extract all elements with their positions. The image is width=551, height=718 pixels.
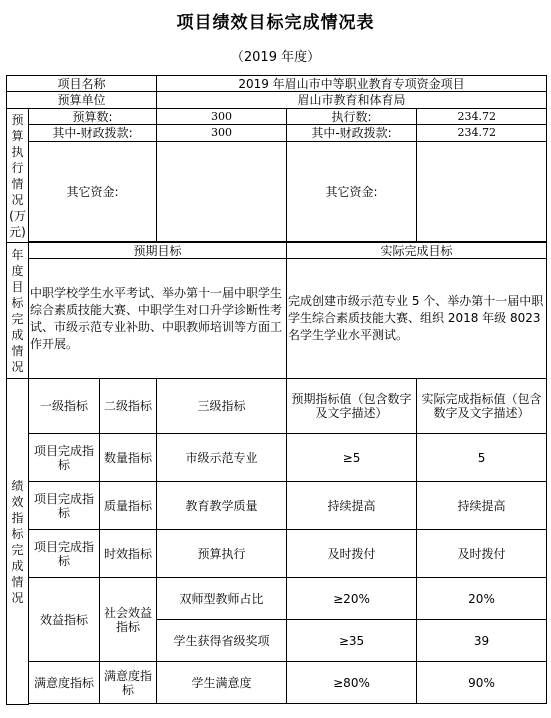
row-level3: 学生获得省级奖项	[157, 620, 287, 662]
row-level3: 教育教学质量	[157, 482, 287, 530]
header-level3: 三级指标	[157, 379, 287, 434]
row-actual: 5	[417, 434, 547, 482]
other-exec-value	[417, 142, 547, 242]
row-level3: 预算执行	[157, 530, 287, 578]
budget-section-label: 预算执行情况(万元)	[7, 109, 29, 243]
report-year: （2019 年度）	[230, 50, 321, 65]
exec-amount-value: 234.72	[417, 109, 547, 125]
header-level1: 一级指标	[29, 379, 100, 434]
row-actual: 90%	[417, 662, 547, 704]
row-level2: 满意度指标	[100, 662, 157, 704]
row-expected: 及时拨付	[287, 530, 417, 578]
header-level2: 二级指标	[100, 379, 157, 434]
fiscal-exec-label: 其中-财政拨款:	[287, 125, 417, 142]
budget-unit-label: 预算单位	[7, 92, 157, 109]
project-name-value: 2019 年眉山市中等职业教育专项资金项目	[157, 76, 547, 92]
exec-amount-label: 执行数:	[287, 109, 417, 125]
row-expected: ≥5	[287, 434, 417, 482]
other-funds-label: 其它资金:	[29, 142, 157, 242]
expected-goal-header: 预期目标	[29, 243, 287, 259]
budget-unit-value: 眉山市教育和体育局	[157, 92, 547, 109]
budget-amount-value: 300	[157, 109, 287, 125]
row-level3: 市级示范专业	[157, 434, 287, 482]
project-name-label: 项目名称	[7, 76, 157, 92]
row-level3: 学生满意度	[157, 662, 287, 704]
row-actual: 39	[417, 620, 547, 662]
page-title: 项目绩效目标完成情况表	[176, 13, 375, 33]
table-row	[7, 482, 547, 530]
row-level1: 项目完成指标	[29, 434, 100, 482]
header-actual: 实际完成指标值（包含数字及文字描述）	[417, 379, 547, 434]
row-level2: 数量指标	[100, 434, 157, 482]
other-funds-value	[157, 142, 287, 242]
row-level1: 效益指标	[29, 578, 100, 662]
performance-table	[6, 75, 547, 705]
row-expected: 持续提高	[287, 482, 417, 530]
expected-goal-text: 中职学校学生水平考试、举办第十一届中职学生综合素质技能大赛、中职学生对口升学诊断性考试、市级示范专业补助、中职教师培训等方面工作开展。	[29, 259, 287, 379]
row-actual: 及时拨付	[417, 530, 547, 578]
fiscal-budget-label: 其中-财政拨款:	[29, 125, 157, 142]
table-row	[7, 530, 547, 578]
row-level2: 社会效益指标	[100, 578, 157, 662]
table-row	[7, 578, 547, 620]
goals-section-label: 年度目标完成情况	[7, 243, 29, 379]
header-expected: 预期指标值（包含数字及文字描述）	[287, 379, 417, 434]
fiscal-budget-value: 300	[157, 125, 287, 142]
row-level2: 时效指标	[100, 530, 157, 578]
indicators-section-label: 绩效指标完成情况	[7, 379, 29, 705]
actual-goal-header: 实际完成目标	[287, 243, 547, 259]
row-level3: 双师型教师占比	[157, 578, 287, 620]
row-actual: 20%	[417, 578, 547, 620]
fiscal-exec-value: 234.72	[417, 125, 547, 142]
row-actual: 持续提高	[417, 482, 547, 530]
other-exec-label: 其它资金:	[287, 142, 417, 242]
table-row	[7, 662, 547, 704]
row-level1: 项目完成指标	[29, 482, 100, 530]
row-level2: 质量指标	[100, 482, 157, 530]
row-expected: ≥80%	[287, 662, 417, 704]
actual-goal-text: 完成创建市级示范专业 5 个、举办第十一届中职学生综合素质技能大赛、组织 2018 年级 8023 名学生学业水平测试。	[287, 259, 547, 379]
row-expected: ≥35	[287, 620, 417, 662]
row-level1: 满意度指标	[29, 662, 100, 704]
row-level1: 项目完成指标	[29, 530, 100, 578]
budget-amount-label: 预算数:	[29, 109, 157, 125]
row-expected: ≥20%	[287, 578, 417, 620]
table-row	[7, 434, 547, 482]
